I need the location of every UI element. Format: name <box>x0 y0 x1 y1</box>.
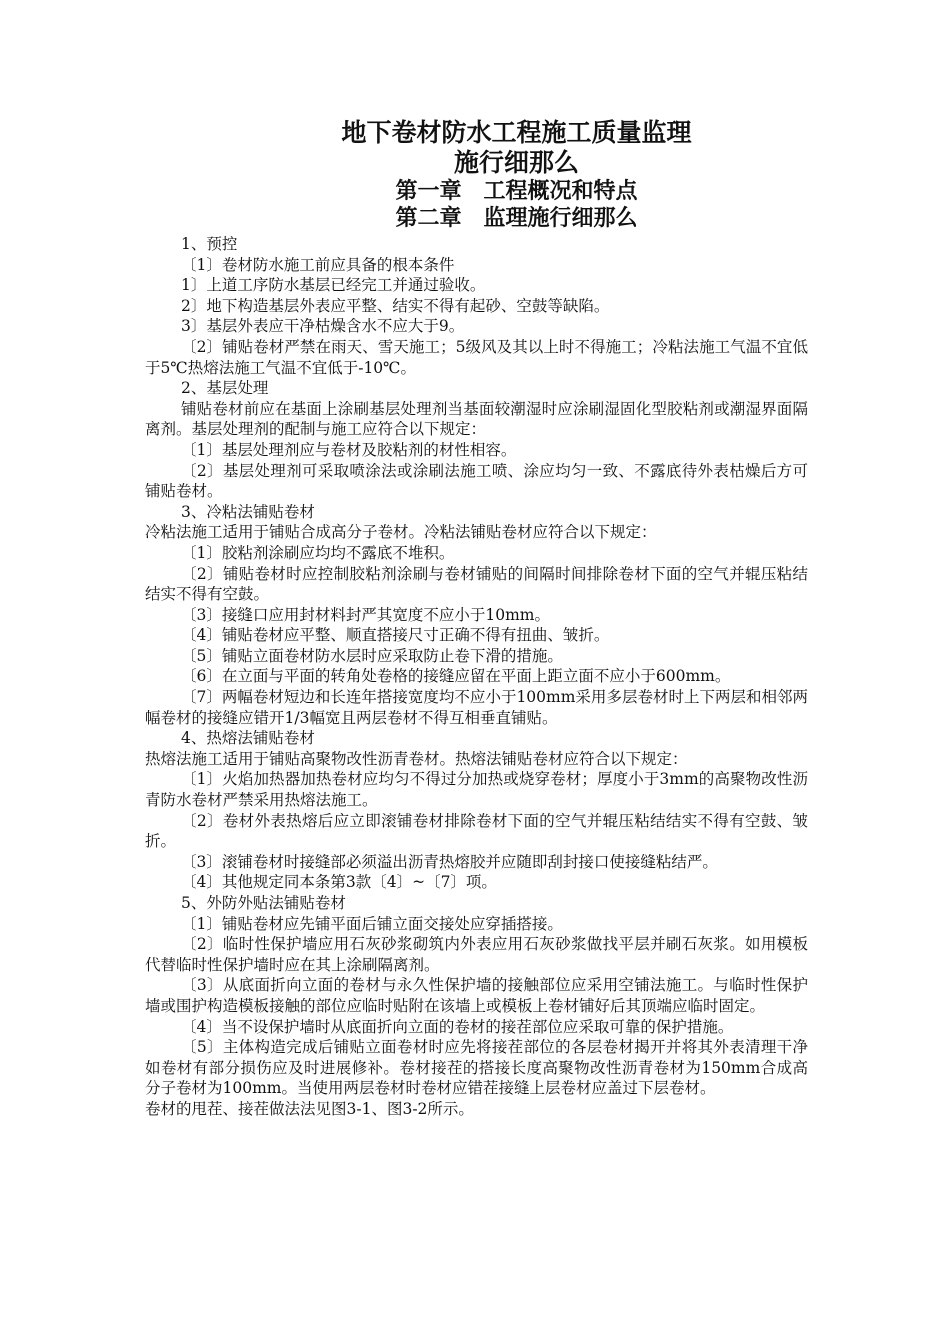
paragraph: 铺贴卷材前应在基面上涂刷基层处理剂当基面较潮湿时应涂刷湿固化型胶粘剂或潮湿界面隔离剂。基层处理剂的配制与施工应符合以下规定： <box>145 399 808 439</box>
paragraph: 〔1〕卷材防水施工前应具备的根本条件 <box>181 255 455 274</box>
paragraph: 〔1〕火焰加热器加热卷材应均匀不得过分加热或烧穿卷材；厚度小于3mm的高聚物改性沥青防水卷材严禁采用热熔法施工。 <box>145 770 808 810</box>
paragraph: 〔3〕接缝口应用封材料封严其宽度不应小于10mm。 <box>181 605 550 624</box>
section-heading: 4、热熔法铺贴卷材 <box>181 729 315 748</box>
section-heading: 2、基层处理 <box>181 379 269 398</box>
paragraph: 〔6〕在立面与平面的转角处卷格的接缝应留在平面上距立面不应小于600mm。 <box>181 667 731 686</box>
paragraph: 〔1〕基层处理剂应与卷材及胶粘剂的材性相容。 <box>181 440 517 459</box>
section-heading: 3、冷粘法铺贴卷材 <box>181 502 315 521</box>
section-heading: 5、外防外贴法铺贴卷材 <box>181 894 346 912</box>
paragraph: 〔2〕铺贴卷材严禁在雨天、雪天施工；5级风及其以上时不得施工；冷粘法施工气温不宜低于5℃热熔法施工气温不宜低于-10℃。 <box>145 337 808 377</box>
paragraph: 2〕地下构造基层外表应平整、结实不得有起砂、空鼓等缺陷。 <box>181 296 610 315</box>
paragraph: 〔3〕滚铺卷材时接缝部必须溢出沥青热熔胶并应随即刮封接口使接缝粘结严。 <box>181 852 718 871</box>
paragraph: 〔5〕主体构造完成后铺贴立面卷材时应先将接茬部位的各层卷材揭开并将其外表清理干净如卷材有部分损伤应及时进展修补。卷材接茬的搭接长度高聚物改性沥青卷材为150mm合成高分子卷材为100mm。当使用两层卷材时卷材应错茬接缝上层卷材应盖过下层卷材。 <box>145 1038 808 1098</box>
paragraph: 热熔法施工适用于铺贴高聚物改性沥青卷材。热熔法铺贴卷材应符合以下规定： <box>145 749 688 768</box>
paragraph: 〔3〕从底面折向立面的卷材与永久性保护墙的接触部位应采用空铺法施工。与临时性保护墙或围护构造模板接触的部位应临时贴附在该墙上或模板上卷材铺好后其顶端应临时固定。 <box>145 976 808 1015</box>
paragraph: 〔1〕胶粘剂涂刷应均均不露底不堆积。 <box>181 543 455 562</box>
document-title-line-1: 地下卷材防水工程施工质量监理 <box>341 118 692 147</box>
paragraph: 〔1〕铺贴卷材应先铺平面后铺立面交接处应穿插搭接。 <box>181 914 563 933</box>
paragraph: 〔4〕其他规定同本条第3款〔4〕~〔7〕项。 <box>181 873 497 892</box>
paragraph: 〔4〕铺贴卷材应平整、顺直搭接尺寸正确不得有扭曲、皱折。 <box>181 626 610 645</box>
document-title-line-2: 施行细那么 <box>453 148 579 177</box>
paragraph: 1〕上道工序防水基层已经完工并通过验收。 <box>181 276 486 295</box>
document-page <box>145 118 808 1120</box>
paragraph: 冷粘法施工适用于铺贴合成高分子卷材。冷粘法铺贴卷材应符合以下规定： <box>145 523 657 542</box>
paragraph: 〔4〕当不设保护墙时从底面折向立面的卷材的接茬部位应采取可靠的保护措施。 <box>181 1017 734 1036</box>
paragraph: 〔7〕两幅卷材短边和长连年搭接宽度均不应小于100mm采用多层卷材时上下两层和相邻两幅卷材的接缝应错开1/3幅宽且两层卷材不得互相垂直铺贴。 <box>145 688 808 727</box>
paragraph: 3〕基层外表应干净枯燥含水不应大于9。 <box>181 317 465 336</box>
paragraph: 〔2〕铺贴卷材时应控制胶粘剂涂刷与卷材铺贴的间隔时间排除卷材下面的空气并辊压粘结结实不得有空鼓。 <box>145 564 808 604</box>
chapter-1-heading: 第一章 工程概况和特点 <box>395 178 638 204</box>
paragraph: 〔2〕卷材外表热熔后应立即滚铺卷材排除卷材下面的空气并辊压粘结结实不得有空鼓、皱折。 <box>145 811 808 851</box>
paragraph: 〔2〕临时性保护墙应用石灰砂浆砌筑内外表应用石灰砂浆做找平层并刷石灰浆。如用模板代替临时性保护墙时应在其上涂刷隔离剂。 <box>145 935 808 974</box>
document-body <box>145 234 808 1120</box>
paragraph: 〔5〕铺贴立面卷材防水层时应采取防止卷下滑的措施。 <box>181 646 563 665</box>
section-heading: 1、预控 <box>181 235 238 253</box>
chapter-2-heading: 第二章 监理施行细那么 <box>395 205 638 231</box>
paragraph: 〔2〕基层处理剂可采取喷涂法或涂刷法施工喷、涂应均匀一致、不露底待外表枯燥后方可铺贴卷材。 <box>145 461 808 501</box>
paragraph: 卷材的甩茬、接茬做法法见图3-1、图3-2所示。 <box>145 1099 474 1118</box>
